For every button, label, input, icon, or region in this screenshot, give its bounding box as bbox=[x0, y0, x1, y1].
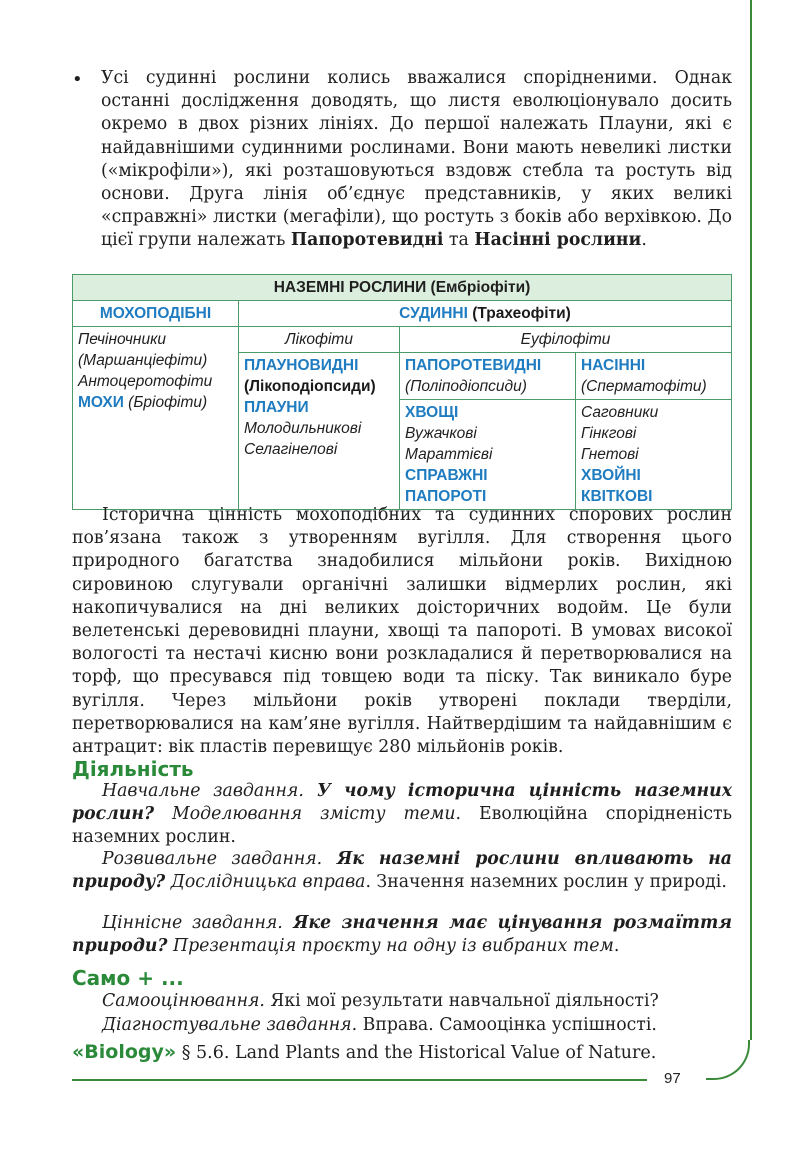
page-number: 97 bbox=[664, 1070, 681, 1087]
moss-header bbox=[73, 301, 239, 327]
lyco-isoetes: Молодильникові bbox=[244, 420, 362, 437]
self-heading: Само + ... bbox=[72, 966, 184, 990]
page-frame-bottom bbox=[72, 1079, 647, 1081]
lyco-clubmoss-group: ПЛАУНОВИДНІ bbox=[244, 357, 359, 374]
fern-header bbox=[400, 353, 576, 400]
task-2-method: Дослідницька вправа bbox=[165, 872, 366, 893]
seed-header bbox=[576, 353, 732, 400]
self-line-1-label: Самооцінювання. bbox=[102, 991, 265, 1011]
eufilo-header: Еуфілофіти bbox=[400, 327, 732, 353]
activity-heading: Діяльність bbox=[72, 757, 194, 781]
seed-header-latin: (Сперматофіти) bbox=[581, 378, 707, 395]
page-frame-curve bbox=[706, 1040, 750, 1080]
moss-liverworts: Печіночники bbox=[78, 331, 167, 348]
vascular-header bbox=[239, 301, 732, 327]
intro-and: та bbox=[443, 230, 475, 251]
fern-header-label: ПАПОРОТЕВИДНІ bbox=[405, 357, 542, 374]
fern-horsetails: ХВОЩІ bbox=[405, 404, 459, 421]
moss-mosses-latin: (Бріофіти) bbox=[123, 394, 208, 411]
task-1-rest: . Еволюційна спорідненість наземних рослин. bbox=[72, 804, 732, 848]
seed-cell bbox=[576, 400, 732, 510]
seed-flowering: КВІТКОВІ bbox=[581, 488, 653, 505]
intro-bold-ferns: Папоротевидні bbox=[290, 230, 444, 251]
lyco-clubmoss-latin: (Лікоподіопсиди) bbox=[244, 378, 376, 395]
vascular-header-latin: (Трахеофіти) bbox=[467, 305, 571, 322]
task-2-rest: . Значення наземних рослин у природі. bbox=[365, 872, 727, 893]
fern-marattia: Мараттієві bbox=[405, 446, 493, 463]
self-line-2-text: Вправа. Самооцінка успішності. bbox=[357, 1015, 657, 1035]
activity-task-1 bbox=[72, 780, 732, 850]
task-3-rest: . bbox=[613, 936, 620, 957]
seed-ginkgo: Гінкгові bbox=[581, 425, 637, 442]
intro-bold-seeds: Насінні рослини bbox=[474, 230, 642, 251]
biology-reference bbox=[72, 1041, 656, 1063]
intro-paragraph bbox=[101, 67, 732, 253]
fern-true-label-2: ПАПОРОТІ bbox=[405, 488, 487, 505]
bullet-marker: • bbox=[72, 69, 83, 90]
seed-header-label: НАСІННІ bbox=[581, 357, 646, 374]
land-plants-table bbox=[72, 274, 732, 510]
task-1-question: У чому історична цінність наземних рослин? bbox=[72, 781, 732, 825]
task-3-method: Презентація проєкту на одну із вибраних тем bbox=[167, 936, 614, 957]
seed-cycads: Саговники bbox=[581, 404, 659, 421]
lyco-selaginella: Селагінелові bbox=[244, 441, 338, 458]
task-1-method: Моделювання змісту теми bbox=[154, 804, 456, 825]
seed-gnetum: Гнетові bbox=[581, 446, 639, 463]
moss-mosses-label: МОХИ bbox=[78, 394, 124, 411]
fern-true-label-1: СПРАВЖНІ bbox=[405, 467, 488, 484]
lyco-clubmosses: ПЛАУНИ bbox=[244, 399, 309, 416]
intro-text: Усі судинні рослини колись вважалися спорідненими. Однак останні дослідження доводять, що листя еволюціонувало досить окремо в двох різних лініях. До першої належать Плауни, які є найдавнішими судинними рослинами. Вони мають невеликі листки («мікрофіли»), які розташовуються вздовж стебла та ростуть від основи. Друга лінія об’єднує представників, у яких великі «справжні» листки (мегафіли), що ростуть з боків або верхівкою. До цієї групи належать bbox=[101, 68, 732, 251]
intro-end: . bbox=[641, 230, 647, 251]
task-1-label: Навчальне завдання. bbox=[102, 781, 304, 801]
moss-mosses bbox=[78, 392, 233, 413]
self-line-2 bbox=[72, 1014, 732, 1037]
task-2-label: Розвивальне завдання. bbox=[102, 849, 323, 869]
page-frame-right bbox=[740, 0, 752, 1040]
task-3-question: Яке значення має цінування розмаїття природи? bbox=[72, 913, 732, 957]
vascular-header-label: СУДИННІ bbox=[399, 305, 468, 322]
activity-task-3 bbox=[72, 912, 732, 958]
fern-adders-tongue: Вужачкові bbox=[405, 425, 477, 442]
moss-cell bbox=[73, 327, 239, 510]
moss-header-label: МОХОПОДІБНІ bbox=[99, 305, 212, 322]
moss-liverworts-latin: (Маршанціефіти) bbox=[78, 352, 208, 369]
self-line-2-label: Діагностувальне завдання. bbox=[102, 1015, 358, 1035]
biology-text: § 5.6. Land Plants and the Historical Value of Nature. bbox=[176, 1043, 657, 1063]
moss-hornworts: Антоцеротофіти bbox=[78, 373, 213, 390]
activity-task-2 bbox=[72, 848, 732, 894]
task-2-question: Як наземні рослини впливають на природу? bbox=[72, 849, 732, 893]
history-paragraph: Історична цінність мохоподібних та судинних спорових рослин пов’язана також з утворенням вугілля. Для створення цього природного багатства знадобилися мільйони років. Вихідною сировиною слугували органічні залишки відмерлих рослин, які накопичувалися на дні великих доісторичних водойм. Це були велетенські деревовидні плауни, хвощі та папороті. В умовах високої вологості та нестачі кисню вони розкладалися й перетворювалися на торф, що пресувався під товщею води та піску. Так виникало буре вугілля. Через мільйони років утворені поклади тверділи, перетворювалися на кам’яне вугілля. Найтвердішим та найдавнішим є антрацит: вік пластів перевищує 280 мільйонів років. bbox=[72, 505, 732, 758]
fern-cell bbox=[400, 400, 576, 510]
table-title: НАЗЕМНІ РОСЛИНИ (Ембріофіти) bbox=[73, 275, 732, 301]
self-line-1-text: Які мої результати навчальної діяльності? bbox=[264, 991, 659, 1011]
seed-conifers: ХВОЙНІ bbox=[581, 467, 641, 484]
lyco-cell bbox=[239, 353, 400, 510]
task-3-label: Ціннісне завдання. bbox=[102, 913, 283, 933]
lyco-header: Лікофіти bbox=[239, 327, 400, 353]
fern-header-latin: (Поліподіопсиди) bbox=[405, 378, 527, 395]
self-line-1 bbox=[72, 990, 732, 1013]
biology-brand: «Biology» bbox=[72, 1041, 177, 1063]
